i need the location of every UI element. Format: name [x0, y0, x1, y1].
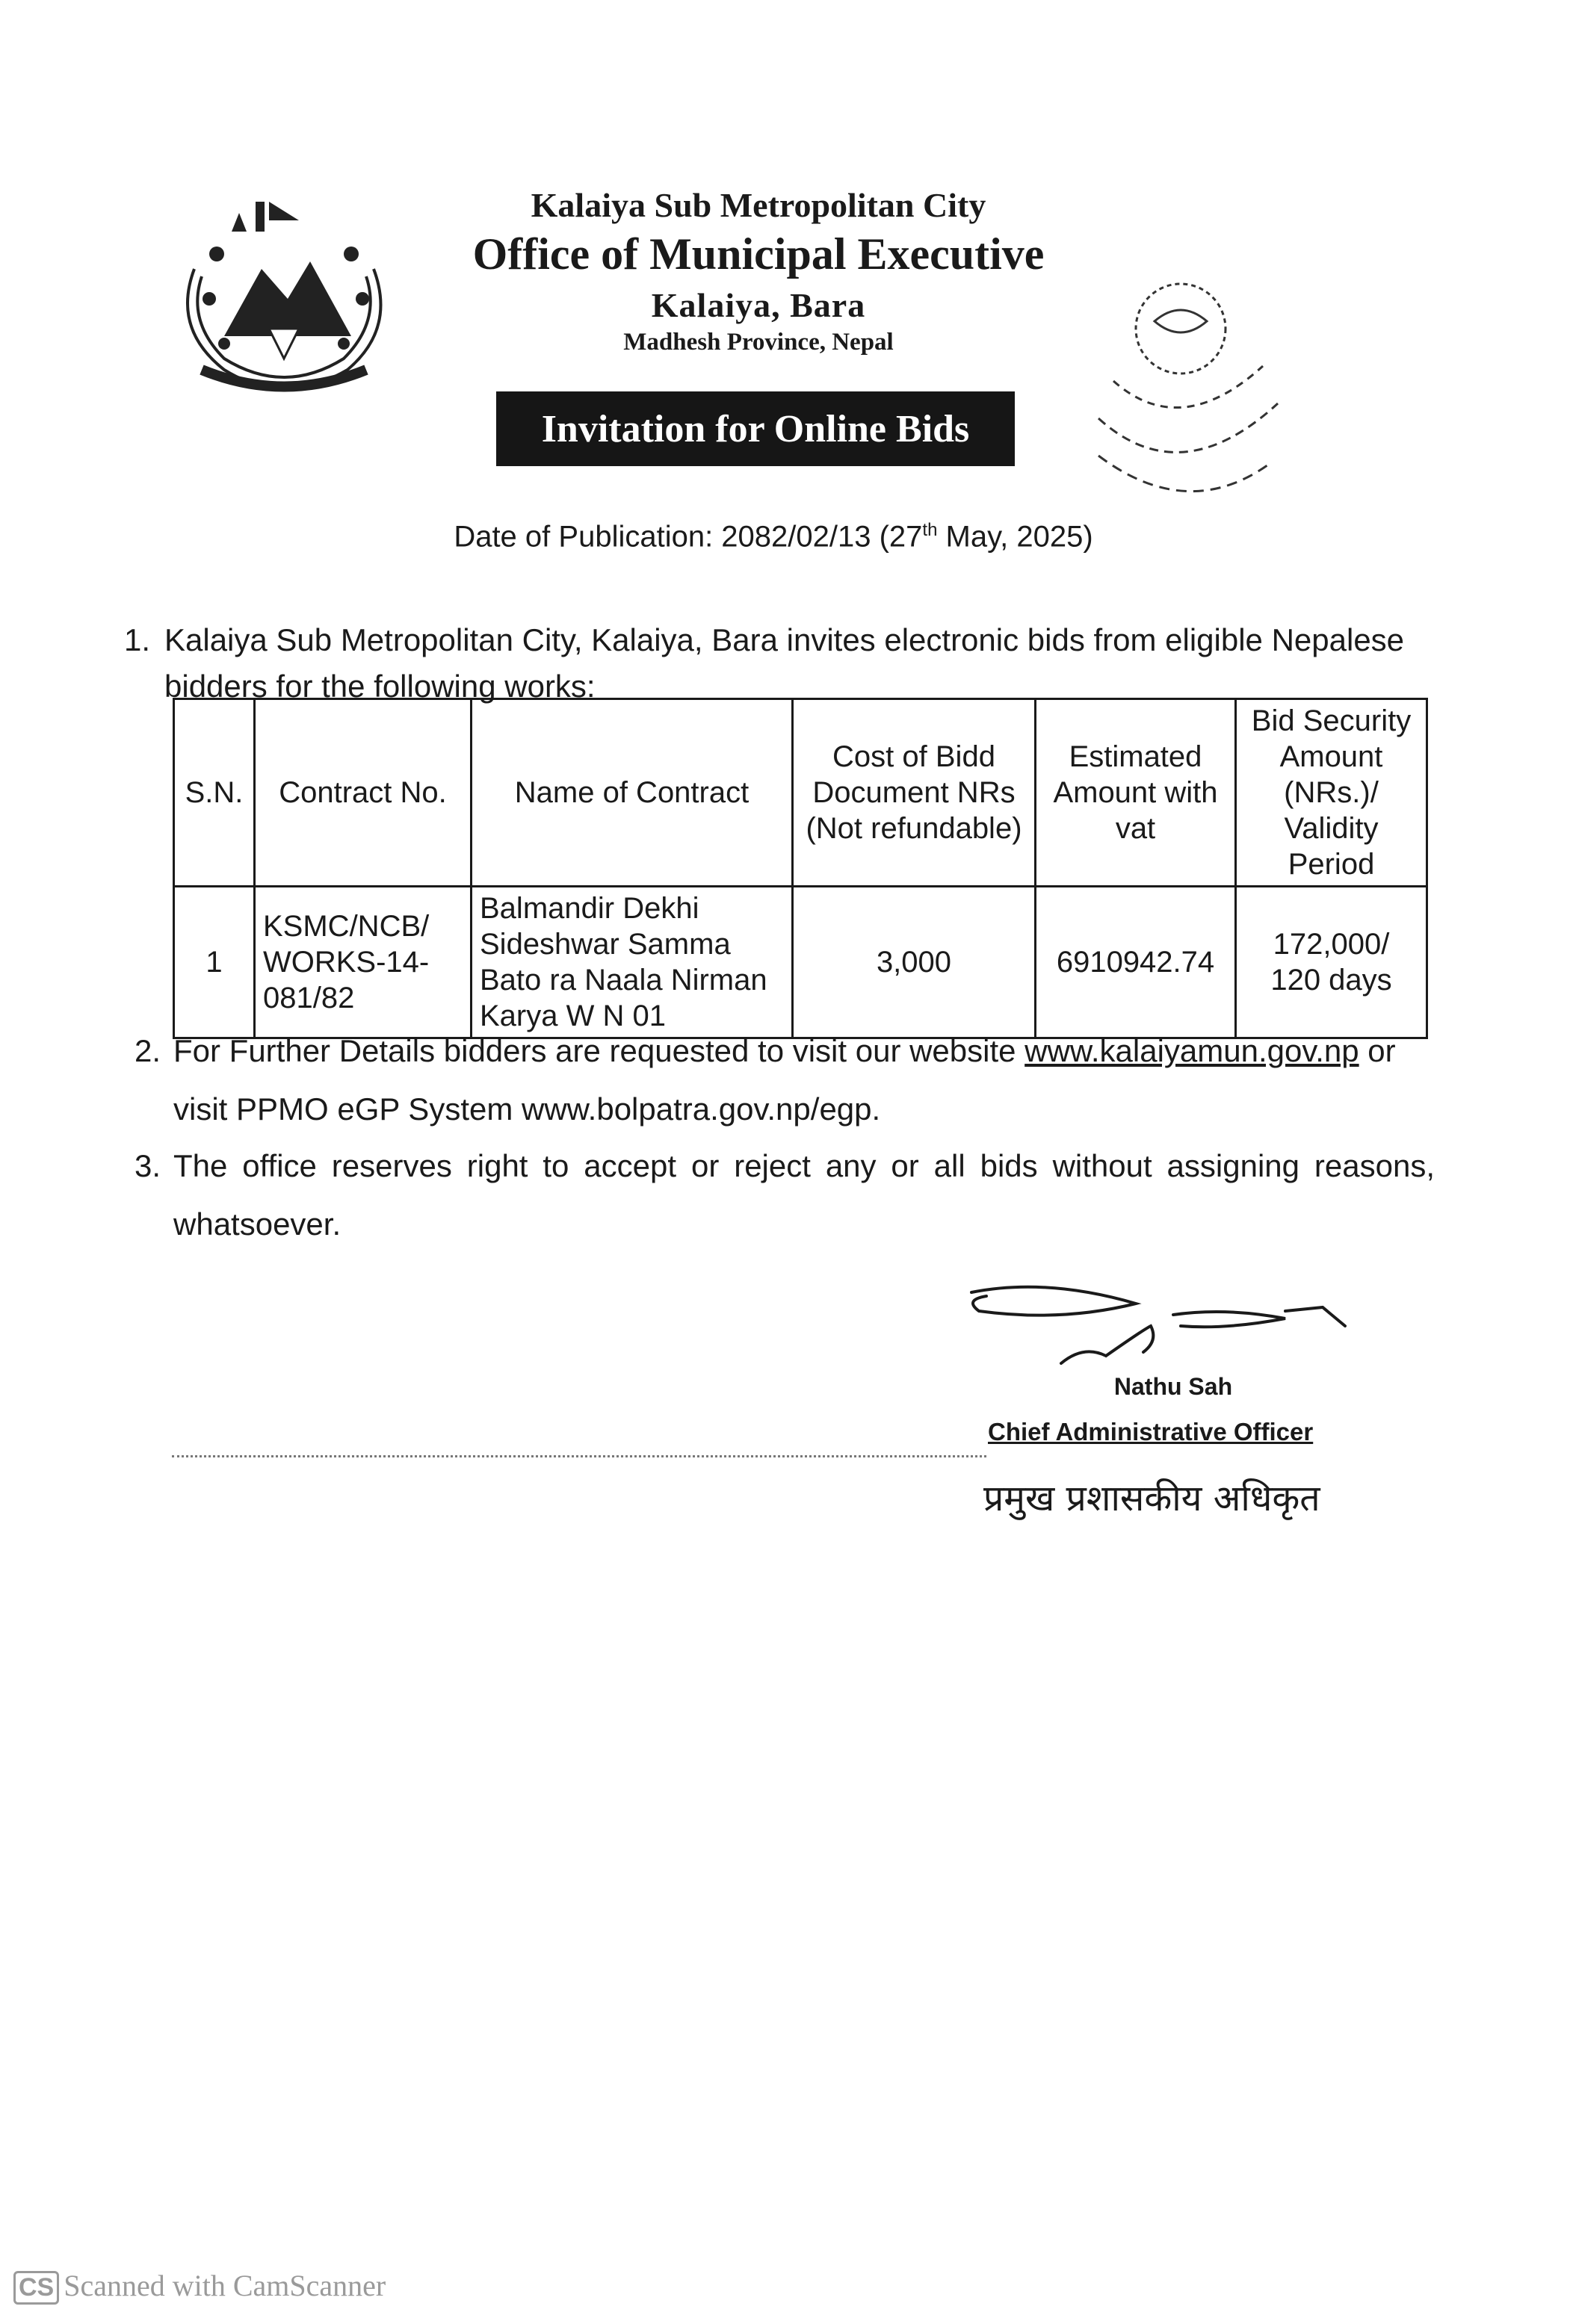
cell-bid-security: 172,000/ 120 days: [1236, 887, 1427, 1038]
item-number: 1.: [124, 622, 151, 657]
signatory-title: Chief Administrative Officer: [988, 1418, 1314, 1445]
bids-table: [173, 698, 1428, 1039]
table-row: [174, 887, 1427, 1038]
camscanner-icon: CS: [13, 2271, 59, 2305]
signatory-name: Nathu Sah: [1113, 1373, 1233, 1400]
item-1-text: Kalaiya Sub Metropolitan City, Kalaiya, Bara invites electronic bids from eligible Nepalese bidders for the following works:: [164, 622, 1405, 704]
publication-date: Date of Publication: 2082/02/13 (27th May, 2025): [454, 520, 1093, 554]
notice-title-banner: Invitation for Online Bids: [496, 391, 1015, 466]
item-2: [135, 1022, 1435, 1138]
website-link[interactable]: www.kalaiyamun.gov.np: [1024, 1033, 1359, 1068]
cell-estimated: 6910942.74: [1036, 887, 1236, 1038]
city-name: Kalaiya Sub Metropolitan City: [531, 186, 986, 224]
item-3-text: The office reserves right to accept or reject any or all bids without assigning reasons, whatsoever.: [173, 1148, 1435, 1242]
office-name: Office of Municipal Executive: [472, 229, 1045, 279]
header-contract-name: Name of Contract: [472, 699, 793, 887]
header-sn: S.N.: [174, 699, 255, 887]
cell-cost: 3,000: [793, 887, 1036, 1038]
header-estimated: Estimated Amount with vat: [1036, 699, 1236, 887]
office-stamp: [1069, 269, 1300, 523]
handwritten-signature: [956, 1270, 1375, 1375]
cell-sn: 1: [174, 887, 255, 1038]
province-name: Madhesh Province, Nepal: [623, 329, 894, 356]
header-contract-no: Contract No.: [255, 699, 472, 887]
table-header-row: [174, 699, 1427, 887]
item-1: [124, 617, 1436, 710]
signatory-title-nepali: प्रमुख प्रशासकीय अधिकृत: [983, 1478, 1320, 1519]
cell-contract-no: KSMC/NCB/ WORKS-14-081/82: [255, 887, 472, 1038]
item-number: 3.: [135, 1148, 161, 1183]
header-bid-security: Bid Security Amount (NRs.)/ Validity Period: [1236, 699, 1427, 887]
camscanner-watermark: CS Scanned with CamScanner: [13, 2268, 386, 2305]
item-2-text: For Further Details bidders are requested to visit our website www.kalaiyamun.gov.np or visit PPMO eGP System www.bolpatra.gov.np/egp.: [173, 1033, 1396, 1127]
office-location: Kalaiya, Bara: [651, 286, 866, 324]
item-number: 2.: [135, 1033, 161, 1068]
faint-dotted-line: [172, 1455, 986, 1457]
item-3: [135, 1137, 1435, 1254]
cell-contract-name: Balmandir Dekhi Sideshwar Samma Bato ra Naala Nirman Karya W N 01: [472, 887, 793, 1038]
header-cost: Cost of Bidd Document NRs (Not refundable): [793, 699, 1036, 887]
